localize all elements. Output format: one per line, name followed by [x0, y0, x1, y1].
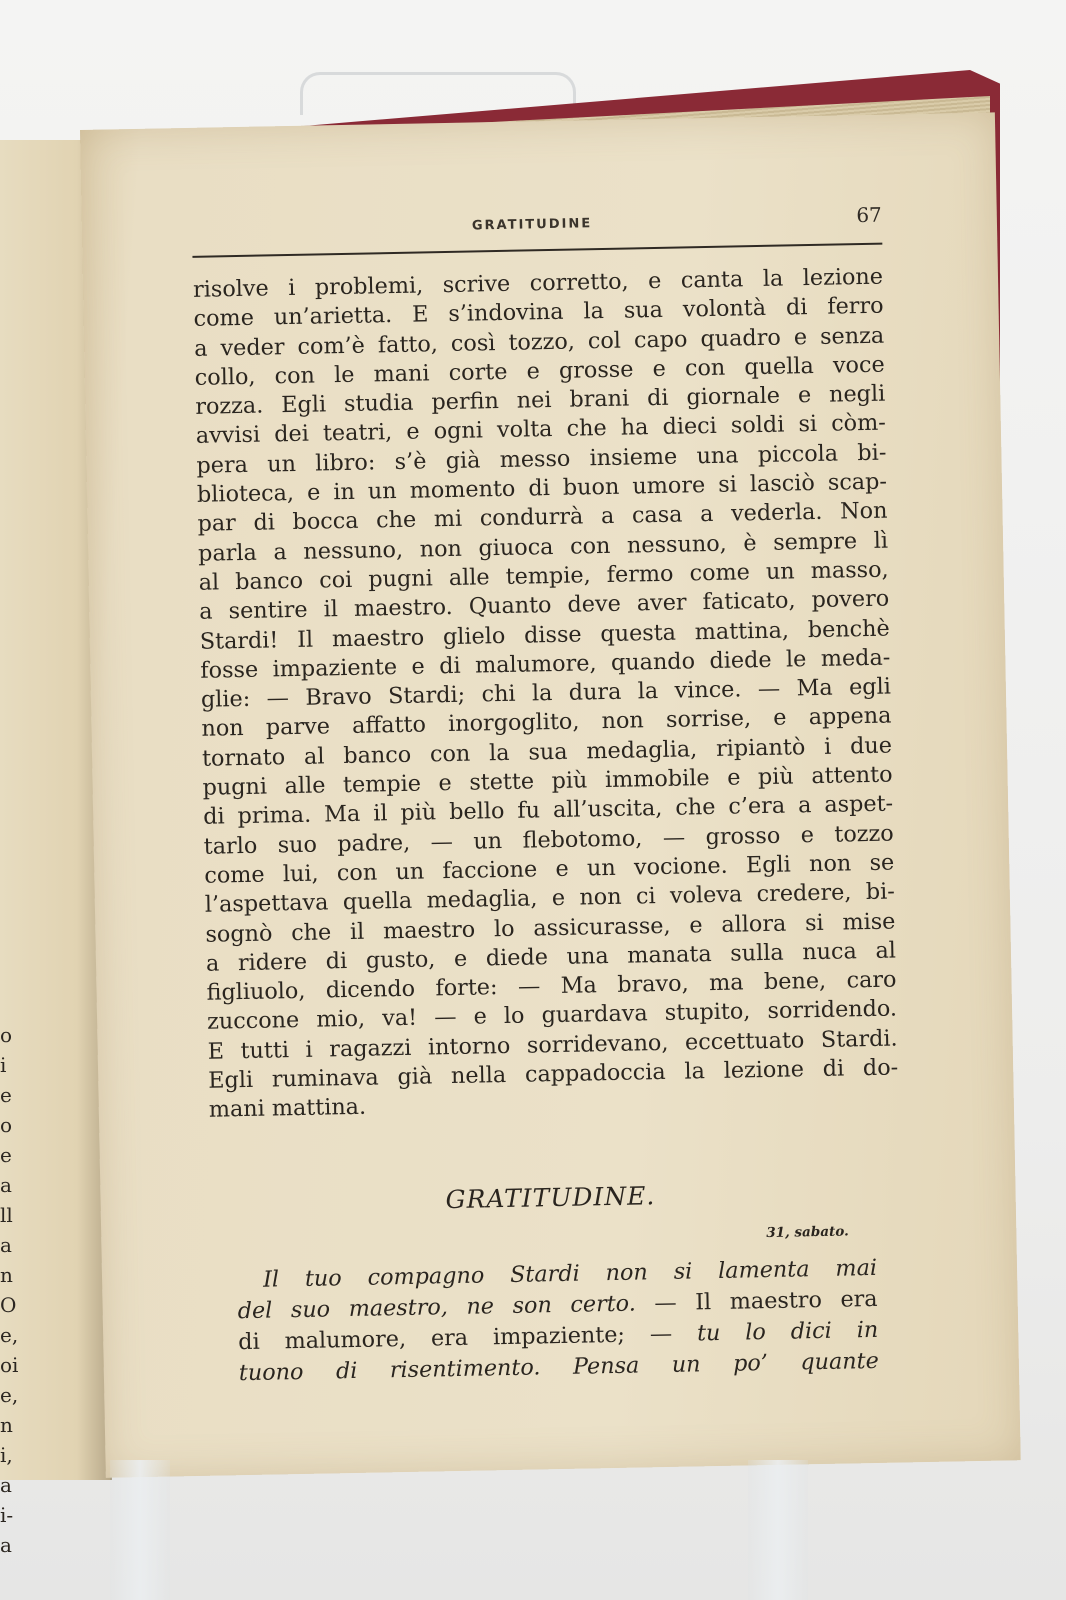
book-stand-foot-left	[110, 1460, 170, 1600]
fragment: O	[0, 1293, 17, 1317]
body-line: blioteca, e in un momento di buon umore si lasciò scap-	[196, 468, 888, 508]
fragment: i,	[0, 1443, 13, 1467]
body-line: tarlo suo padre, — un flebotomo, — grosso e tozzo	[203, 820, 894, 860]
fragment: a	[0, 1473, 12, 1497]
body-line: parla a nessuno, non giuoca con nessuno, è sempre lì	[197, 527, 889, 567]
fragment: i	[0, 1053, 7, 1077]
fragment: n	[0, 1413, 13, 1437]
fragment: e,	[0, 1323, 19, 1347]
body-line: pera un libro: s’è già messo insieme una piccola bi-	[196, 439, 887, 479]
body-line: al banco coi pugni alle tempie, fermo come un masso,	[198, 556, 889, 596]
body-line: a sentire il maestro. Quanto deve aver faticato, povero	[199, 585, 890, 626]
body-line: Egli ruminava già nella cappadoccia la lezione di do-	[208, 1054, 899, 1094]
body-line: collo, con le mani corte e grosse e con quella voce	[194, 351, 885, 391]
fragment: e,	[0, 1383, 19, 1407]
body-text	[193, 263, 899, 1126]
letter-italic: del suo maestro, ne son certo.	[237, 1290, 637, 1325]
letter-text	[237, 1253, 879, 1389]
body-line: figliuolo, dicendo forte: — Ma bravo, ma bene, caro	[206, 966, 897, 1006]
body-line: sognò che il maestro lo assicurasse, e allora si mise	[205, 908, 896, 948]
fragment: oi	[0, 1353, 19, 1377]
body-line: par di bocca che mi condurrà a casa a vederla. Non	[197, 497, 888, 538]
body-line: mani mattina.	[208, 1094, 367, 1124]
body-line: a ridere di gusto, e diede una manata sulla nuca al	[205, 937, 897, 977]
body-line: avvisi dei teatri, e ogni volta che ha dieci soldi si còm-	[195, 410, 887, 450]
fragment: a	[0, 1173, 12, 1197]
fragment: ll	[0, 1203, 13, 1227]
page-number: 67	[856, 202, 883, 228]
page-header	[192, 203, 883, 258]
body-line: come un’arietta. E s’indovina la sua volontà di ferro	[193, 292, 884, 333]
fragment: e	[0, 1143, 12, 1167]
letter-italic: tu lo dici in	[696, 1316, 879, 1347]
running-title: GRATITUDINE	[471, 216, 593, 234]
fragment: a	[0, 1533, 12, 1557]
book-page	[80, 112, 1021, 1477]
body-line: tornato al banco con la sua medaglia, ripiantò i due	[201, 732, 893, 772]
letter-roman: di malumore, era impaziente; —	[238, 1320, 698, 1356]
body-line: fosse impaziente e di malumore, quando diede le meda-	[200, 644, 891, 684]
body-line: E tutti i ragazzi intorno sorridevano, eccettuato Stardi.	[207, 1025, 898, 1065]
letter-italic: Il tuo compagno Stardi non si lamenta mai	[262, 1254, 878, 1293]
fragment: e	[0, 1083, 12, 1107]
body-line: come lui, con un faccione e un vocione. Egli non se	[204, 849, 895, 889]
section-title: GRATITUDINE.	[445, 1181, 656, 1215]
book-stand-foot-right	[748, 1460, 808, 1600]
letter-roman: — Il maestro era	[635, 1285, 878, 1317]
body-line: zuccone mio, va! — e lo guardava stupito, sorridendo.	[206, 995, 898, 1036]
body-line: non parve affatto inorgoglito, non sorrise, e appena	[201, 702, 892, 743]
body-line: a veder com’è fatto, così tozzo, col capo quadro e senza	[193, 322, 885, 362]
body-line: di prima. Ma il più bello fu all’uscita, che c’era a aspet-	[202, 790, 894, 831]
letter-italic: tuono di risentimento.	[238, 1354, 541, 1387]
body-line: glie: — Bravo Stardi; chi la dura la vince. — Ma egli	[200, 673, 892, 713]
fragment: o	[0, 1023, 13, 1047]
dateline: 31, sabato.	[766, 1223, 849, 1242]
fragment: i-	[0, 1503, 14, 1527]
fragment: o	[0, 1113, 13, 1137]
fragment: n	[0, 1263, 13, 1287]
left-page-fragments	[0, 1020, 19, 1560]
body-line: risolve i problemi, scrive corretto, e canta la lezione	[192, 263, 884, 303]
fragment: a	[0, 1233, 12, 1257]
body-line: Stardi! Il maestro glielo disse questa mattina, benchè	[199, 615, 890, 655]
body-line: pugni alle tempie e stette più immobile e più attento	[202, 761, 893, 801]
body-line: rozza. Egli studia perfin nei brani di giornale e negli	[195, 380, 886, 421]
body-line: l’aspettava quella medaglia, e non ci voleva credere, bi-	[204, 878, 896, 918]
letter-italic: Pensa un po’ quante	[540, 1347, 880, 1381]
